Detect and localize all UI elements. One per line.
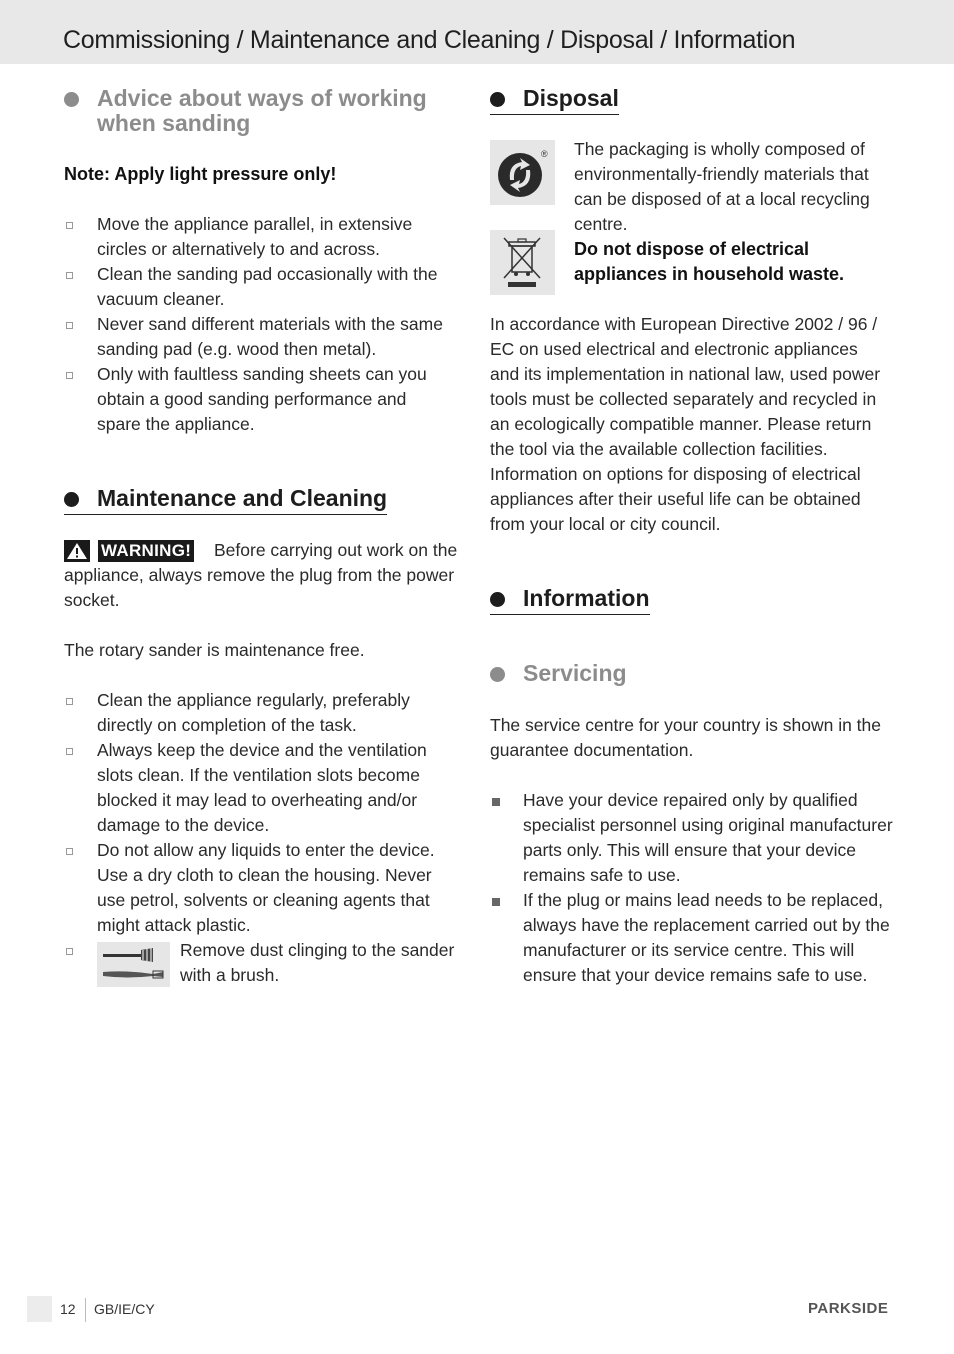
list-item: Clean the sanding pad occasionally with the vacuum cleaner. xyxy=(64,262,448,312)
servicing-heading-text: Servicing xyxy=(523,660,627,686)
section-bullet-icon xyxy=(490,92,505,107)
disposal-heading xyxy=(490,86,619,115)
warning-badge: WARNING! xyxy=(98,540,194,562)
brush-icon xyxy=(97,942,170,987)
checkbox-bullet-icon xyxy=(66,698,73,705)
section-bullet-icon xyxy=(490,667,505,682)
warning-text: Before carrying out work on the appliance, always remove the plug from the power socket. xyxy=(64,540,458,610)
sanding-list xyxy=(64,212,448,437)
sanding-heading xyxy=(64,86,464,136)
square-bullet-icon xyxy=(492,898,500,906)
checkbox-bullet-icon xyxy=(66,372,73,379)
footer-divider xyxy=(85,1298,86,1322)
checkbox-bullet-icon xyxy=(66,322,73,329)
list-item: Do not allow any liquids to enter the device. Use a dry cloth to clean the housing. Never use petrol, solvents or cleaning agents that might attack plastic. xyxy=(64,838,448,938)
footer-marker xyxy=(27,1296,52,1322)
maintenance-heading xyxy=(64,486,387,515)
section-bullet-icon xyxy=(490,592,505,607)
list-item: Have your device repaired only by qualified specialist personnel using original manufacturer parts only. This will ensure that your device remains safe to use. xyxy=(490,788,894,888)
checkbox-bullet-icon xyxy=(66,272,73,279)
maintenance-heading-text: Maintenance and Cleaning xyxy=(97,485,388,511)
service-text: The service centre for your country is shown in the guarantee documentation. xyxy=(490,715,882,760)
sanding-note: Note: Apply light pressure only! xyxy=(64,164,337,184)
information-heading-text: Information xyxy=(523,585,650,611)
section-bullet-icon xyxy=(64,92,79,107)
list-item: Never sand different materials with the same sanding pad (e.g. wood then metal). xyxy=(64,312,448,362)
information-heading xyxy=(490,586,650,615)
checkbox-bullet-icon xyxy=(66,748,73,755)
packaging-text: The packaging is wholly composed of environmentally-friendly materials that can be disposed of at a local recycling centre. xyxy=(574,139,870,234)
brand-logo: PARKSIDE xyxy=(808,1300,889,1317)
brush-instruction: Remove dust clinging to the sander with a brush. xyxy=(180,940,455,985)
square-bullet-icon xyxy=(492,798,500,806)
maintenance-list xyxy=(64,688,448,938)
crossed-bin-icon xyxy=(490,230,555,295)
registered-mark: ® xyxy=(541,149,548,159)
list-item: If the plug or mains lead needs to be replaced, always have the replacement carried out by the manufacturer or its service centre. This will ensure that your device remains safe to use. xyxy=(490,888,894,988)
directive-text: In accordance with European Directive 2002 / 96 / EC on used electrical and electronic appliances and its implementation in national law, used power tools must be collected separately and recycled in an ecologically compatible manner. Please return the tool via the available collection facilities. Information on options for disposing of electrical appliances after their useful life can be obtained from your local or city council. xyxy=(490,314,881,534)
checkbox-bullet-icon xyxy=(66,948,73,955)
weee-warning: Do not dispose of electrical appliances in household waste. xyxy=(574,239,845,284)
list-item: Only with faultless sanding sheets can you obtain a good sanding performance and spare the appliance. xyxy=(64,362,448,437)
page-number: 12 xyxy=(60,1301,76,1317)
maintenance-free-text: The rotary sander is maintenance free. xyxy=(64,640,365,660)
checkbox-bullet-icon xyxy=(66,222,73,229)
page-title: Commissioning / Maintenance and Cleaning / Disposal / Information xyxy=(63,26,796,54)
list-item: Clean the appliance regularly, preferably directly on completion of the task. xyxy=(64,688,448,738)
list-item: Always keep the device and the ventilation slots clean. If the ventilation slots become blocked it may lead to overheating and/or damage to the device. xyxy=(64,738,448,838)
servicing-list xyxy=(490,788,894,988)
section-bullet-icon xyxy=(64,492,79,507)
disposal-heading-text: Disposal xyxy=(523,85,619,111)
sanding-heading-text: Advice about ways of working when sanding xyxy=(97,85,427,136)
footer-languages: GB/IE/CY xyxy=(94,1301,155,1317)
list-item: Move the appliance parallel, in extensive circles or alternatively to and across. xyxy=(64,212,448,262)
checkbox-bullet-icon xyxy=(66,848,73,855)
servicing-heading xyxy=(490,661,627,686)
